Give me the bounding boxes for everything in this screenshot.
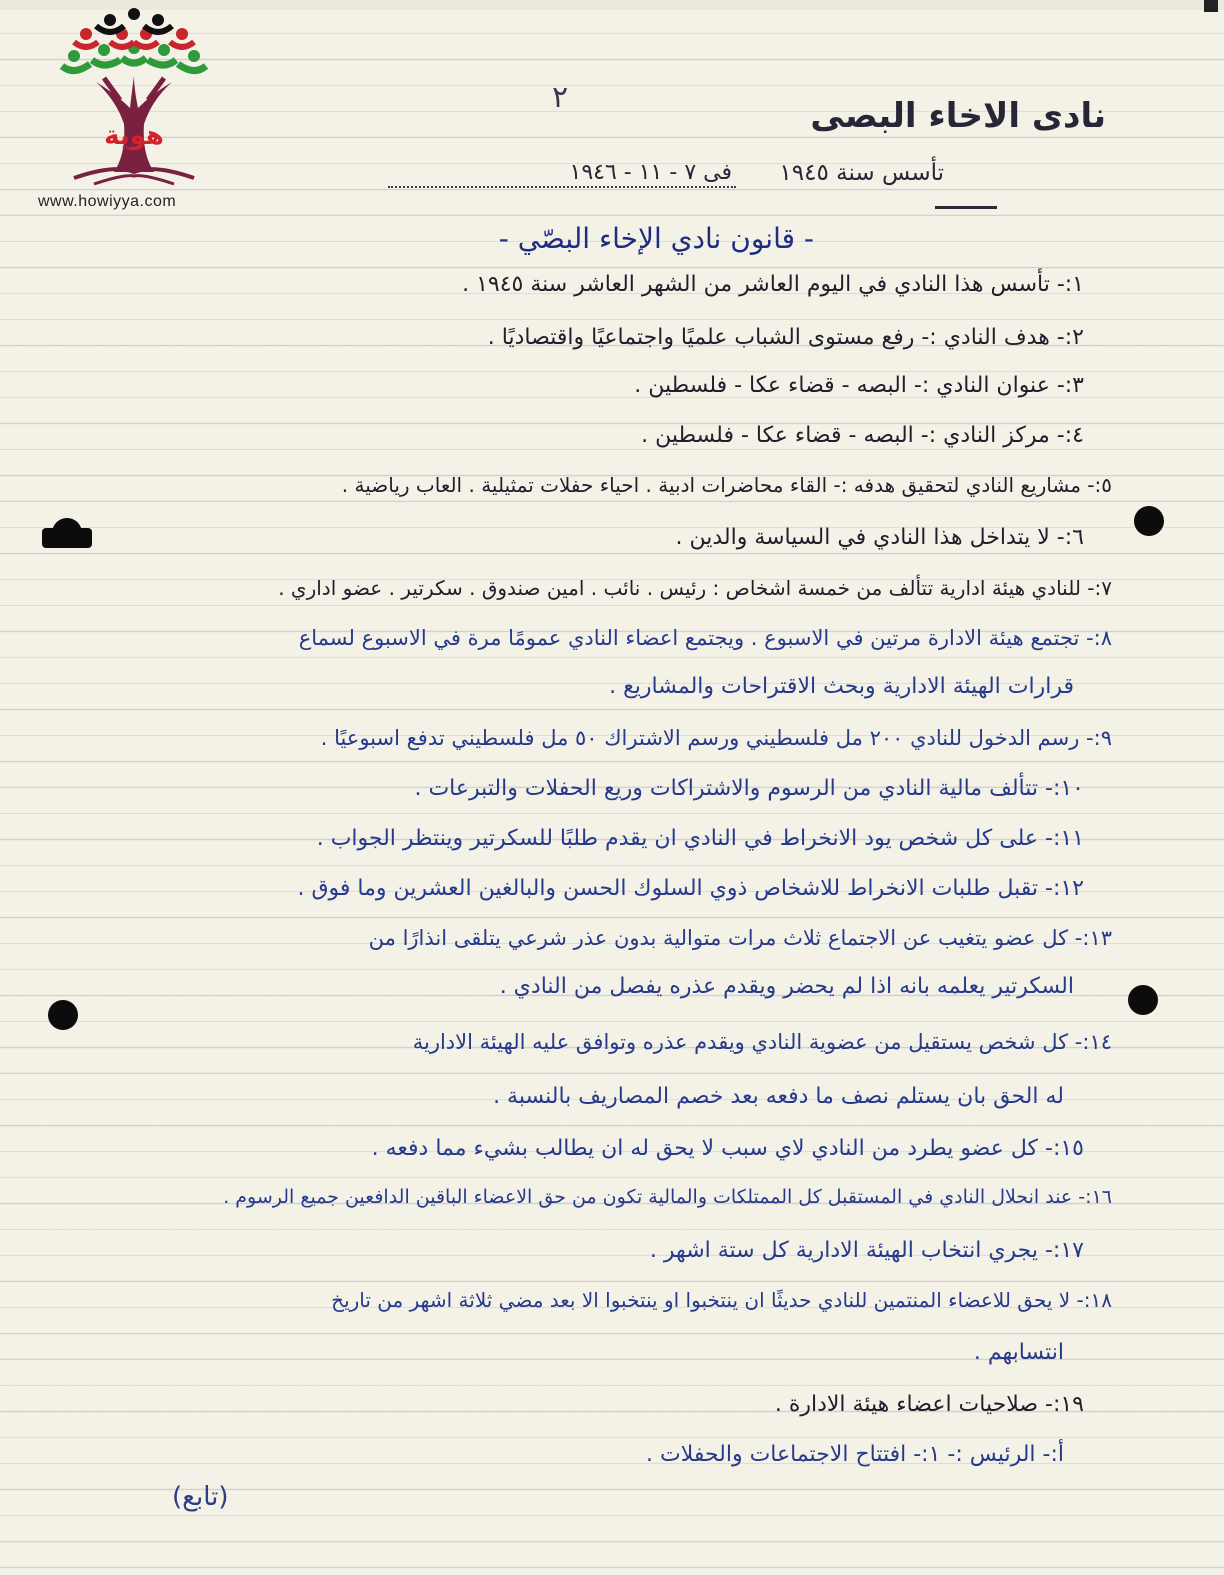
article-line: ٨:- تجتمع هيئة الادارة مرتين في الاسبوع . ويجتمع اعضاء النادي عمومًا مرة في الاسبوع لسماع xyxy=(298,626,1112,650)
article-line: ١٦:- عند انحلال النادي في المستقبل كل الممتلكات والمالية تكون من حق الاعضاء الباقين الدافعين جميع الرسوم . xyxy=(223,1186,1112,1208)
article-line: ١٣:- كل عضو يتغيب عن الاجتماع ثلاث مرات متوالية بدون عذر شرعي يتلقى انذارًا من xyxy=(368,926,1112,950)
page-number: ٢ xyxy=(552,80,569,115)
article-line: ٩:- رسم الدخول للنادي ٢٠٠ مل فلسطيني ورسم الاشتراك ٥٠ مل فلسطيني تدفع اسبوعيًا . xyxy=(320,726,1112,750)
founded-underline xyxy=(935,206,997,209)
article-line: ١٧:- يجري انتخاب الهيئة الادارية كل ستة اشهر . xyxy=(649,1238,1084,1263)
article-line: ١٩:- صلاحيات اعضاء هيئة الادارة . xyxy=(774,1392,1084,1417)
article-line: انتسابهم . xyxy=(973,1340,1064,1365)
article-line: ١٥:- كل عضو يطرد من النادي لاي سبب لا يحق له ان يطالب بشيء مما دفعه . xyxy=(371,1136,1084,1161)
document-date: فى ٧ - ١١ - ١٩٤٦ xyxy=(569,160,732,185)
article-line: له الحق بان يستلم نصف ما دفعه بعد خصم المصاريف بالنسبة . xyxy=(493,1084,1064,1109)
article-line: ٧:- للنادي هيئة ادارية تتألف من خمسة اشخاص : رئيس . نائب . امين صندوق . سكرتير . عضو اداري . xyxy=(278,576,1112,600)
punch-hole xyxy=(1134,506,1164,536)
article-line: السكرتير يعلمه بانه اذا لم يحضر ويقدم عذره يفصل من النادي . xyxy=(499,974,1074,999)
continued-note: (تابع) xyxy=(172,1482,229,1512)
article-line: ١:- تأسس هذا النادي في اليوم العاشر من الشهر العاشر سنة ١٩٤٥ . xyxy=(462,272,1084,297)
article-line: ١٨:- لا يحق للاعضاء المنتمين للنادي حديثًا ان ينتخبوا او ينتخبوا الا بعد مضي ثلاثة اشهر من تاريخ xyxy=(331,1288,1112,1312)
date-dotted-line xyxy=(388,186,736,188)
punch-hole xyxy=(52,518,82,548)
article-line: ١١:- على كل شخص يود الانخراط في النادي ان يقدم طلبًا للسكرتير وينتظر الجواب . xyxy=(316,826,1084,851)
article-line: أ:- الرئيس :- ١:- افتتاح الاجتماعات والحفلات . xyxy=(646,1442,1064,1467)
logo-name: هوية xyxy=(104,121,164,151)
club-name-heading: نادى الاخاء البصى xyxy=(810,96,1106,136)
article-line: قرارات الهيئة الادارية وبحث الاقتراحات والمشاريع . xyxy=(609,674,1074,699)
article-line: ٦:- لا يتداخل هذا النادي في السياسة والدين . xyxy=(675,525,1084,550)
article-line: ١٤:- كل شخص يستقيل من عضوية النادي ويقدم عذره وتوافق عليه الهيئة الادارية xyxy=(412,1030,1112,1054)
punch-hole xyxy=(1128,985,1158,1015)
document-title: - قانون نادي الإخاء البصّي - xyxy=(498,222,814,255)
founded-year: تأسس سنة ١٩٤٥ xyxy=(779,160,944,186)
article-line: ٣:- عنوان النادي :- البصه - قضاء عكا - فلسطين . xyxy=(634,373,1084,398)
article-line: ١٢:- تقبل طلبات الانخراط للاشخاص ذوي السلوك الحسن والبالغين العشرين وما فوق . xyxy=(297,876,1084,901)
corner-mark xyxy=(1204,0,1218,12)
article-line: ١٠:- تتألف مالية النادي من الرسوم والاشتراكات وريع الحفلات والتبرعات . xyxy=(414,776,1084,801)
article-line: ٥:- مشاريع النادي لتحقيق هدفه :- القاء محاضرات ادبية . احياء حفلات تمثيلية . العاب رياضية . xyxy=(341,473,1112,497)
logo-url[interactable]: www.howiyya.com xyxy=(38,193,177,210)
howiyya-logo-icon xyxy=(34,4,234,214)
punch-hole xyxy=(48,1000,78,1030)
article-line: ٢:- هدف النادي :- رفع مستوى الشباب علميًا واجتماعيًا واقتصاديًا . xyxy=(487,325,1084,350)
article-line: ٤:- مركز النادي :- البصه - قضاء عكا - فلسطين . xyxy=(641,423,1084,448)
